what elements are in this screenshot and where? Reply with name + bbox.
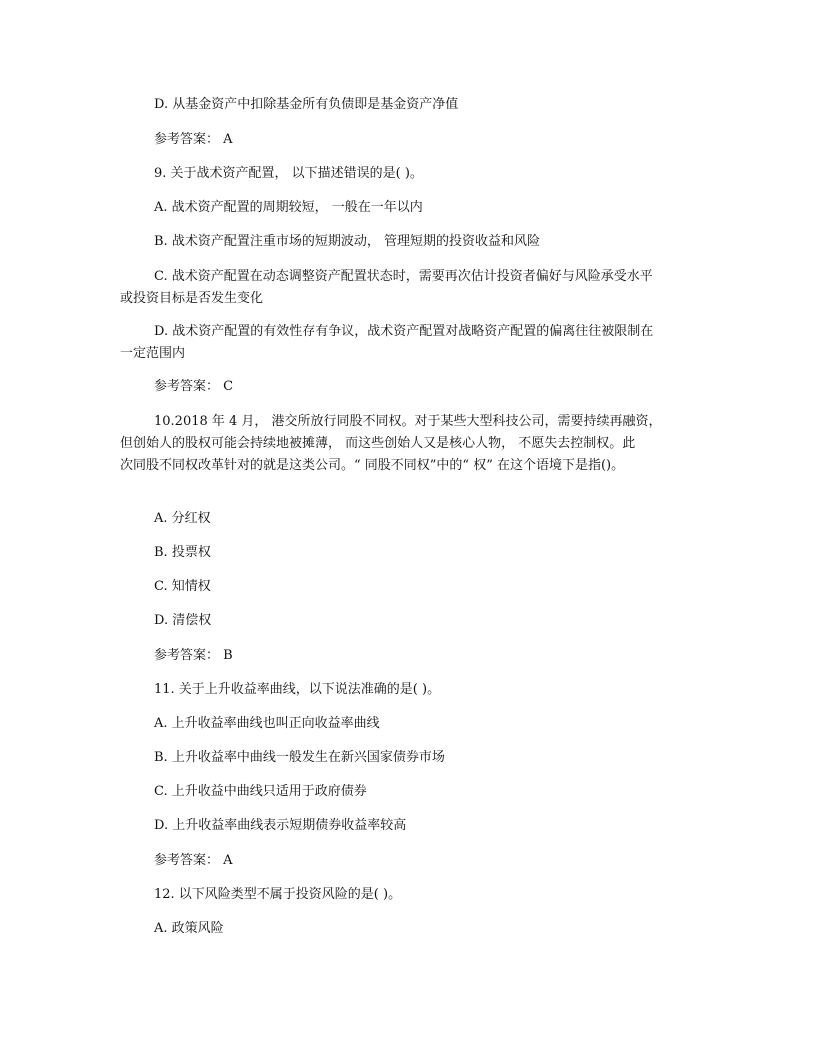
- q9-question: 9. 关于战术资产配置， 以下描述错误的是( )。: [154, 166, 423, 181]
- q9-option-a: A. 战术资产配置的周期较短， 一般在一年以内: [154, 200, 423, 215]
- q9-answer: 参考答案： C: [154, 379, 234, 394]
- q10-question-cont: 但创始人的股权可能会持续地被摊薄， 而这些创始人又是核心人物， 不愿失去控制权。此: [120, 436, 636, 451]
- q11-answer: 参考答案： A: [154, 853, 233, 868]
- q12-question: 12. 以下风险类型不属于投资风险的是( )。: [154, 887, 402, 902]
- q10-option-b: B. 投票权: [154, 545, 211, 560]
- q10-option-d: D. 清偿权: [154, 613, 212, 628]
- q9-option-d-cont: 一定范围内: [120, 346, 186, 361]
- q11-question: 11. 关于上升收益率曲线，以下说法准确的是( )。: [154, 682, 441, 697]
- q12-option-a: A. 政策风险: [154, 921, 224, 936]
- q11-option-a: A. 上升收益率曲线也叫正向收益率曲线: [154, 716, 380, 731]
- q10-question-cont: 次同股不同权改革针对的就是这类公司。“ 同股不同权”中的“ 权” 在这个语境下是指()。: [120, 458, 625, 473]
- q11-option-b: B. 上升收益率中曲线一般发生在新兴国家债券市场: [154, 750, 445, 765]
- q10-option-a: A. 分红权: [154, 511, 211, 526]
- q8-option-d: D. 从基金资产中扣除基金所有负债即是基金资产净值: [154, 97, 459, 112]
- q9-option-b: B. 战术资产配置注重市场的短期波动， 管理短期的投资收益和风险: [154, 234, 540, 249]
- q11-option-d: D. 上升收益率曲线表示短期债券收益率较高: [154, 818, 407, 833]
- q9-option-c: C. 战术资产配置在动态调整资产配置状态时，需要再次估计投资者偏好与风险承受水平: [154, 269, 653, 284]
- q10-option-c: C. 知情权: [154, 579, 211, 594]
- q9-option-c-cont: 或投资目标是否发生变化: [120, 291, 264, 306]
- q10-answer: 参考答案： B: [154, 648, 233, 663]
- q11-option-c: C. 上升收益中曲线只适用于政府债券: [154, 784, 367, 799]
- q8-answer: 参考答案： A: [154, 132, 233, 147]
- q9-option-d: D. 战术资产配置的有效性存有争议，战术资产配置对战略资产配置的偏离往往被限制在: [154, 324, 654, 339]
- q10-question: 10.2018 年 4 月， 港交所放行同股不同权。对于某些大型科技公司，需要持续再融资，: [154, 414, 662, 429]
